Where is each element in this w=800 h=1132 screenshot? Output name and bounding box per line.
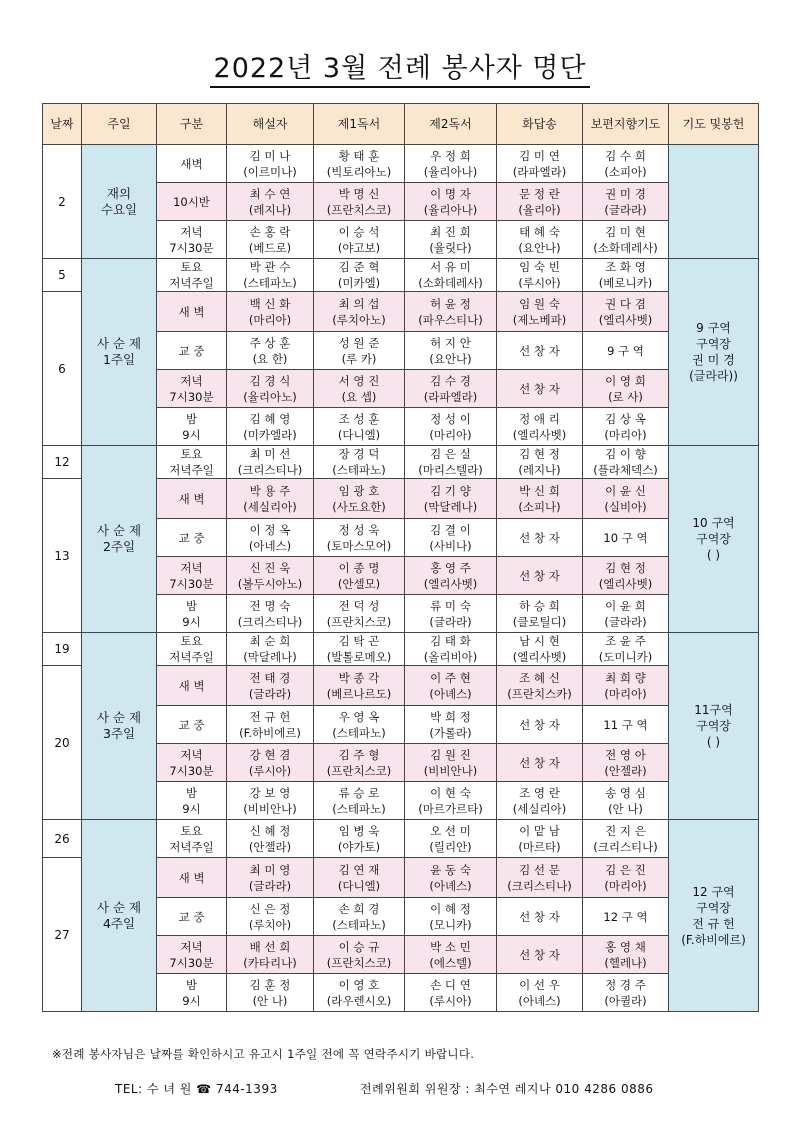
prayer-offering-line: (F.하비에르) xyxy=(681,932,746,947)
service-type-cell: 토요 저녁주일 xyxy=(157,259,227,292)
prayer-offering-line: 11구역 xyxy=(694,703,733,717)
psalm-cell: 남 시 현 (엘리사벳) xyxy=(497,633,583,666)
day-cell: 27 xyxy=(43,858,82,1012)
first-reading-cell: 박 명 신 (프란치스코) xyxy=(314,183,405,221)
prayer-offering-line: 구역장 xyxy=(696,337,731,351)
contact-committee: 전례위원회 위원장 : 최수연 레지나 010 4286 0886 xyxy=(360,1082,654,1096)
psalm-cell: 하 승 희 (클로틸디) xyxy=(497,595,583,633)
service-type-cell: 저녁 7시30분 xyxy=(157,370,227,408)
commentator-cell: 신 혜 정 (안젤라) xyxy=(227,820,314,858)
psalm-cell: 선 창 자 xyxy=(497,706,583,744)
prayer-offering-line: 구역장 xyxy=(696,532,731,546)
psalm-cell: 김 미 연 (라파엘라) xyxy=(497,145,583,183)
psalm-cell: 박 신 희 (소피나) xyxy=(497,479,583,519)
commentator-cell: 최 미 선 (크리스티나) xyxy=(227,446,314,479)
intercessions-cell: 송 영 심 (안 나) xyxy=(583,782,669,820)
day-cell: 26 xyxy=(43,820,82,858)
second-reading-cell: 박 희 정 (가롤라) xyxy=(405,706,497,744)
psalm-cell: 선 창 자 xyxy=(497,332,583,370)
commentator-cell: 최 수 연 (레지나) xyxy=(227,183,314,221)
commentator-cell: 김 혜 영 (미카엘라) xyxy=(227,408,314,446)
header-date: 날짜 xyxy=(43,104,82,145)
prayer-offering-line: 12 구역 xyxy=(692,884,735,899)
second-reading-cell: 손 디 연 (루시아) xyxy=(405,974,497,1012)
psalm-cell: 이 맡 남 (마르타) xyxy=(497,820,583,858)
first-reading-cell: 김 연 재 (다니엘) xyxy=(314,858,405,898)
commentator-cell: 전 규 헌 (F.하비에르) xyxy=(227,706,314,744)
second-reading-cell: 김 결 이 (사비나) xyxy=(405,519,497,557)
intercessions-cell: 조 윤 주 (도미니카) xyxy=(583,633,669,666)
intercessions-cell: 김 상 옥 (마리아) xyxy=(583,408,669,446)
service-type-cell: 저녁 7시30분 xyxy=(157,744,227,782)
intercessions-cell: 전 영 아 (안젤라) xyxy=(583,744,669,782)
intercessions-cell: 10 구 역 xyxy=(583,519,669,557)
first-reading-cell: 황 태 훈 (빅토리아노) xyxy=(314,145,405,183)
psalm-cell: 선 창 자 xyxy=(497,936,583,974)
first-reading-cell: 박 종 각 (베르나르도) xyxy=(314,666,405,706)
prayer-offering-cell xyxy=(669,633,759,820)
psalm-cell: 선 창 자 xyxy=(497,744,583,782)
psalm-cell: 문 정 란 (율리아) xyxy=(497,183,583,221)
day-cell: 13 xyxy=(43,479,82,633)
commentator-cell: 이 정 옥 (아네스) xyxy=(227,519,314,557)
psalm-cell: 임 원 숙 (제노베파) xyxy=(497,292,583,332)
psalm-cell: 김 현 정 (레지나) xyxy=(497,446,583,479)
service-type-cell: 교 중 xyxy=(157,706,227,744)
week-cell: 사 순 제 1주일 xyxy=(82,259,157,446)
prayer-offering-line: 구역장 xyxy=(696,900,731,915)
second-reading-cell: 정 성 이 (마리아) xyxy=(405,408,497,446)
prayer-offering-line: 전 규 헌 xyxy=(692,916,735,931)
prayer-offering-line: 권 미 경 xyxy=(692,353,735,367)
day-cell: 12 xyxy=(43,446,82,479)
second-reading-cell: 김 기 양 (막달레나) xyxy=(405,479,497,519)
intercessions-cell: 홍 영 채 (헬레나) xyxy=(583,936,669,974)
service-type-cell: 새벽 xyxy=(157,145,227,183)
first-reading-cell: 서 영 진 (요 셉) xyxy=(314,370,405,408)
header-sunday: 주일 xyxy=(82,104,157,145)
second-reading-cell: 이 현 숙 (마르가르타) xyxy=(405,782,497,820)
second-reading-cell: 우 정 희 (율리아나) xyxy=(405,145,497,183)
service-type-cell: 저녁 7시30분 xyxy=(157,557,227,595)
service-type-cell: 토요 저녁주일 xyxy=(157,820,227,858)
header-intercessions: 보편지향기도 xyxy=(583,104,669,145)
prayer-offering-line: 구역장 xyxy=(696,719,731,733)
second-reading-cell: 허 윤 정 (파우스티나) xyxy=(405,292,497,332)
first-reading-cell: 장 경 덕 (스테파노) xyxy=(314,446,405,479)
day-cell: 20 xyxy=(43,666,82,820)
second-reading-cell: 김 태 화 (올리비아) xyxy=(405,633,497,666)
header-commentator: 해설자 xyxy=(227,104,314,145)
intercessions-cell: 이 윤 신 (실비아) xyxy=(583,479,669,519)
second-reading-cell: 박 소 민 (에스텔) xyxy=(405,936,497,974)
intercessions-cell: 12 구 역 xyxy=(583,898,669,936)
table-row xyxy=(43,446,759,479)
service-type-cell: 밤 9시 xyxy=(157,595,227,633)
first-reading-cell: 최 의 섭 (루치아노) xyxy=(314,292,405,332)
day-cell: 6 xyxy=(43,292,82,446)
service-type-cell: 저녁 7시30분 xyxy=(157,936,227,974)
first-reading-cell: 김 주 형 (프란치스코) xyxy=(314,744,405,782)
footnote: ※전례 봉사자님은 날짜를 확인하시고 유고시 1주일 전에 꼭 연락주시기 바랍니다. xyxy=(52,1047,475,1061)
service-type-cell: 밤 9시 xyxy=(157,782,227,820)
commentator-cell: 전 태 경 (글라라) xyxy=(227,666,314,706)
commentator-cell: 주 상 훈 (요 한) xyxy=(227,332,314,370)
header-row xyxy=(43,104,759,145)
intercessions-cell: 권 미 경 (글라라) xyxy=(583,183,669,221)
prayer-offering-cell xyxy=(669,446,759,633)
prayer-offering-line: 10 구역 xyxy=(692,516,735,530)
roster-body xyxy=(43,145,759,1012)
service-type-cell: 밤 9시 xyxy=(157,974,227,1012)
day-cell: 5 xyxy=(43,259,82,292)
contact-convent: TEL: 수 녀 원 ☎ 744-1393 xyxy=(115,1082,278,1096)
day-cell: 2 xyxy=(43,145,82,259)
second-reading-cell: 류 미 숙 (글라라) xyxy=(405,595,497,633)
commentator-cell: 최 순 희 (막달레나) xyxy=(227,633,314,666)
psalm-cell: 선 창 자 xyxy=(497,370,583,408)
intercessions-cell: 권 다 겸 (엘리사벳) xyxy=(583,292,669,332)
second-reading-cell: 홍 영 주 (엘리사벳) xyxy=(405,557,497,595)
commentator-cell: 박 관 수 (스테파노) xyxy=(227,259,314,292)
second-reading-cell: 윤 동 숙 (아녜스) xyxy=(405,858,497,898)
header-second-reading: 제2독서 xyxy=(405,104,497,145)
psalm-cell: 선 창 자 xyxy=(497,557,583,595)
table-row xyxy=(43,259,759,292)
service-type-cell: 교 중 xyxy=(157,332,227,370)
table-row xyxy=(43,820,759,858)
psalm-cell: 태 혜 숙 (요안나) xyxy=(497,221,583,259)
intercessions-cell: 11 구 역 xyxy=(583,706,669,744)
first-reading-cell: 전 덕 성 (프란치스코) xyxy=(314,595,405,633)
service-type-cell: 교 중 xyxy=(157,898,227,936)
intercessions-cell: 이 영 희 (로 사) xyxy=(583,370,669,408)
psalm-cell: 이 선 우 (아녜스) xyxy=(497,974,583,1012)
psalm-cell: 선 창 자 xyxy=(497,898,583,936)
first-reading-cell: 성 원 준 (루 카) xyxy=(314,332,405,370)
header-type: 구분 xyxy=(157,104,227,145)
intercessions-cell: 진 지 은 (크리스티나) xyxy=(583,820,669,858)
first-reading-cell: 이 영 호 (라우렌시오) xyxy=(314,974,405,1012)
commentator-cell: 손 홍 락 (베드로) xyxy=(227,221,314,259)
psalm-cell: 선 창 자 xyxy=(497,519,583,557)
commentator-cell: 배 선 희 (카타리나) xyxy=(227,936,314,974)
first-reading-cell: 류 승 로 (스테파노) xyxy=(314,782,405,820)
intercessions-cell: 김 미 현 (소화데레사) xyxy=(583,221,669,259)
commentator-cell: 신 진 욱 (볼두시아노) xyxy=(227,557,314,595)
week-cell: 사 순 제 3주일 xyxy=(82,633,157,820)
service-type-cell: 새 벽 xyxy=(157,479,227,519)
psalm-cell: 임 숙 빈 (루시아) xyxy=(497,259,583,292)
second-reading-cell: 허 지 안 (요안나) xyxy=(405,332,497,370)
second-reading-cell: 오 선 미 (릴리안) xyxy=(405,820,497,858)
prayer-offering-cell xyxy=(669,259,759,446)
intercessions-cell: 조 화 영 (베로니카) xyxy=(583,259,669,292)
commentator-cell: 전 명 숙 (크리스티나) xyxy=(227,595,314,633)
commentator-cell: 박 용 주 (세실리아) xyxy=(227,479,314,519)
second-reading-cell: 이 주 현 (아녜스) xyxy=(405,666,497,706)
psalm-cell: 조 영 란 (세실리아) xyxy=(497,782,583,820)
second-reading-cell: 김 수 경 (라파엘라) xyxy=(405,370,497,408)
service-type-cell: 새 벽 xyxy=(157,666,227,706)
prayer-offering-line: (글라라)) xyxy=(689,369,738,383)
day-cell: 19 xyxy=(43,633,82,666)
prayer-offering-cell xyxy=(669,820,759,1012)
intercessions-cell: 최 희 량 (마리아) xyxy=(583,666,669,706)
first-reading-cell: 이 승 석 (야고보) xyxy=(314,221,405,259)
second-reading-cell: 김 은 실 (마리스텔라) xyxy=(405,446,497,479)
service-type-cell: 10시반 xyxy=(157,183,227,221)
week-cell: 사 순 제 4주일 xyxy=(82,820,157,1012)
prayer-offering-line: 9 구역 xyxy=(696,321,731,335)
service-type-cell: 새 벽 xyxy=(157,292,227,332)
prayer-offering-cell xyxy=(669,145,759,259)
intercessions-cell: 9 구 역 xyxy=(583,332,669,370)
intercessions-cell: 김 은 진 (마리아) xyxy=(583,858,669,898)
second-reading-cell: 김 원 진 (비비안나) xyxy=(405,744,497,782)
first-reading-cell: 이 승 규 (프란치스코) xyxy=(314,936,405,974)
commentator-cell: 백 신 화 (마리아) xyxy=(227,292,314,332)
commentator-cell: 김 미 나 (이르미나) xyxy=(227,145,314,183)
first-reading-cell: 김 준 혁 (미카엘) xyxy=(314,259,405,292)
first-reading-cell: 손 희 경 (스테파노) xyxy=(314,898,405,936)
commentator-cell: 신 은 정 (루치아) xyxy=(227,898,314,936)
commentator-cell: 강 보 영 (비비안나) xyxy=(227,782,314,820)
prayer-offering-line: ( ) xyxy=(706,548,721,562)
service-type-cell: 토요 저녁주일 xyxy=(157,446,227,479)
table-row xyxy=(43,633,759,666)
intercessions-cell: 김 이 향 (플라체덱스) xyxy=(583,446,669,479)
service-type-cell: 저녁 7시30문 xyxy=(157,221,227,259)
commentator-cell: 김 훈 정 (안 나) xyxy=(227,974,314,1012)
intercessions-cell: 김 수 희 (소피아) xyxy=(583,145,669,183)
psalm-cell: 김 선 문 (크리스티나) xyxy=(497,858,583,898)
commentator-cell: 강 현 겸 (루시아) xyxy=(227,744,314,782)
first-reading-cell: 김 탁 곤 (발톨로메오) xyxy=(314,633,405,666)
first-reading-cell: 정 성 욱 (토마스모어) xyxy=(314,519,405,557)
first-reading-cell: 이 종 명 (안셀모) xyxy=(314,557,405,595)
roster-table xyxy=(42,103,759,1012)
week-cell: 사 순 제 2주일 xyxy=(82,446,157,633)
intercessions-cell: 이 윤 희 (글라라) xyxy=(583,595,669,633)
first-reading-cell: 조 성 훈 (다니엘) xyxy=(314,408,405,446)
commentator-cell: 김 경 식 (율리아노) xyxy=(227,370,314,408)
header-psalm: 화답송 xyxy=(497,104,583,145)
header-prayer-offering: 기도 및봉헌 xyxy=(669,104,759,145)
commentator-cell: 최 미 영 (글라라) xyxy=(227,858,314,898)
page-title: 2022년 3월 전례 봉사자 명단 xyxy=(0,46,800,85)
first-reading-cell: 우 영 옥 (스테파노) xyxy=(314,706,405,744)
second-reading-cell: 서 유 미 (소화데레사) xyxy=(405,259,497,292)
service-type-cell: 토요 저녁주일 xyxy=(157,633,227,666)
prayer-offering-line: ( ) xyxy=(706,735,721,749)
second-reading-cell: 이 명 자 (율리아나) xyxy=(405,183,497,221)
psalm-cell: 조 혜 신 (프란치스카) xyxy=(497,666,583,706)
header-first-reading: 제1독서 xyxy=(314,104,405,145)
week-cell: 재의 수요일 xyxy=(82,145,157,259)
second-reading-cell: 이 혜 정 (모니카) xyxy=(405,898,497,936)
second-reading-cell: 최 진 희 (율릿다) xyxy=(405,221,497,259)
intercessions-cell: 김 현 정 (엘리사벳) xyxy=(583,557,669,595)
service-type-cell: 밤 9시 xyxy=(157,408,227,446)
first-reading-cell: 임 광 호 (사도요한) xyxy=(314,479,405,519)
table-row xyxy=(43,145,759,183)
first-reading-cell: 임 병 욱 (야가토) xyxy=(314,820,405,858)
service-type-cell: 교 중 xyxy=(157,519,227,557)
service-type-cell: 새 벽 xyxy=(157,858,227,898)
intercessions-cell: 정 경 주 (아퀼라) xyxy=(583,974,669,1012)
psalm-cell: 정 애 리 (엘리사벳) xyxy=(497,408,583,446)
